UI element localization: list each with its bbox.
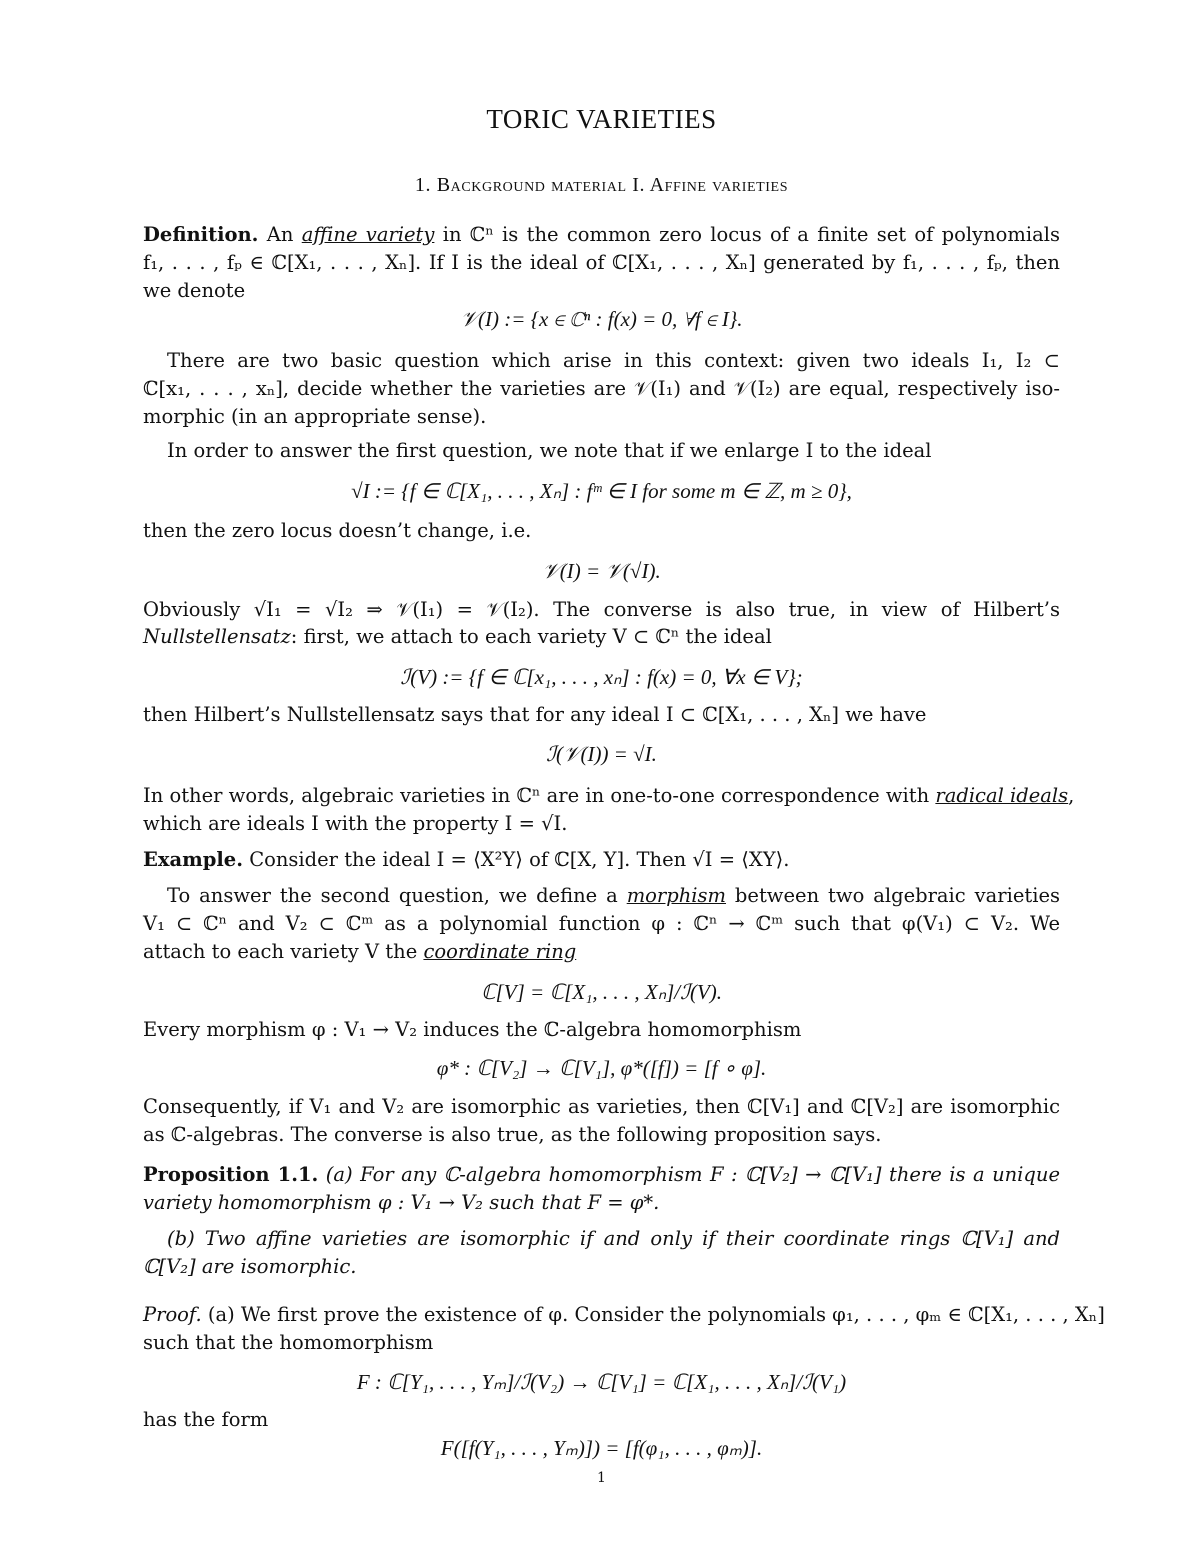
question-line-2: ℂ[x₁, . . . , xₙ], decide whether the varieties are 𝒱(I₁) and 𝒱(I₂) are equal, respectively iso- bbox=[143, 377, 1060, 400]
other-words-line-2: which are ideals I with the property I = √I. bbox=[143, 812, 568, 835]
equation-coordinate-ring: ℂ[V] = ℂ[X₁, . . . , Xₙ]/ℐ(V). bbox=[480, 980, 723, 1004]
term-nullstellensatz: Nullstellensatz bbox=[143, 625, 291, 648]
proof-label: Proof. bbox=[143, 1303, 202, 1326]
question-line-1: There are two basic question which arise in this context: given two ideals I₁, I₂ ⊂ bbox=[167, 349, 1060, 372]
other-words-line-1: In other words, algebraic varieties in ℂⁿ are in one-to-one correspondence with radical ideals, bbox=[143, 784, 1075, 807]
consequently-line-2: as ℂ-algebras. The converse is also true, as the following proposition says. bbox=[143, 1123, 882, 1146]
proposition-label: Proposition 1.1. bbox=[143, 1163, 319, 1186]
definition-line-2: f₁, . . . , fₚ ∈ ℂ[X₁, . . . , Xₙ]. If I is the ideal of ℂ[X₁, . . . , Xₙ] generated by f₁, . . . , fₚ, then bbox=[143, 251, 1060, 274]
order-line-1: In order to answer the first question, we note that if we enlarge I to the ideal bbox=[167, 439, 932, 462]
paper-page bbox=[143, 0, 1105, 1553]
every-morphism-line: Every morphism φ : V₁ → V₂ induces the ℂ-algebra homomorphism bbox=[143, 1018, 802, 1041]
hilbert-line: then Hilbert’s Nullstellensatz says that for any ideal I ⊂ ℂ[X₁, . . . , Xₙ] we have bbox=[143, 703, 927, 726]
term-morphism: morphism bbox=[626, 884, 727, 907]
morphism-line-3: attach to each variety V the coordinate ring bbox=[143, 940, 577, 963]
equation-radical: √I := {f ∈ ℂ[X₁, . . . , Xₙ] : fᵐ ∈ I for some m ∈ ℤ, m ≥ 0}, bbox=[351, 479, 852, 503]
zero-locus-line: then the zero locus doesn’t change, i.e. bbox=[143, 519, 532, 542]
page-number: 1 bbox=[597, 1470, 606, 1486]
equation-pullback: φ* : ℂ[V₂] → ℂ[V₁], φ*([f]) = [f ∘ φ]. bbox=[436, 1056, 767, 1080]
equation-variety: 𝒱(I) := {x ∈ ℂⁿ : f(x) = 0, ∀f ∈ I}. bbox=[460, 307, 743, 331]
definition-line-3: we denote bbox=[143, 279, 246, 302]
has-form-line: has the form bbox=[143, 1408, 269, 1431]
morphism-line-1: To answer the second question, we define a morphism between two algebraic varieties bbox=[167, 884, 1060, 907]
proposition-b-line-1: (b) Two affine varieties are isomorphic if and only if their coordinate rings ℂ[V₁] and bbox=[167, 1227, 1060, 1250]
morphism-line-2: V₁ ⊂ ℂⁿ and V₂ ⊂ ℂᵐ as a polynomial function φ : ℂⁿ → ℂᵐ such that φ(V₁) ⊂ V₂. We bbox=[143, 912, 1060, 935]
term-coordinate-ring: coordinate ring bbox=[423, 940, 577, 963]
obviously-line-1: Obviously √I₁ = √I₂ ⇒ 𝒱(I₁) = 𝒱(I₂). The converse is also true, in view of Hilbert’s bbox=[143, 598, 1060, 621]
equation-homomorphism: F : ℂ[Y₁, . . . , Yₘ]/ℐ(V₂) → ℂ[V₁] = ℂ[X₁, . . . , Xₙ]/ℐ(V₁) bbox=[356, 1370, 847, 1394]
equation-ideal-of-variety: ℐ(V) := {f ∈ ℂ[x₁, . . . , xₙ] : f(x) = 0, ∀x ∈ V}; bbox=[400, 665, 803, 689]
example-line: Example. Consider the ideal I = ⟨X²Y⟩ of ℂ[X, Y]. Then √I = ⟨XY⟩. bbox=[143, 848, 790, 871]
equation-nullstellensatz: ℐ(𝒱(I)) = √I. bbox=[546, 742, 657, 766]
question-line-3: morphic (in an appropriate sense). bbox=[143, 405, 487, 428]
term-affine-variety: affine variety bbox=[301, 223, 435, 246]
proof-line-2: such that the homomorphism bbox=[143, 1331, 434, 1354]
equation-variety-radical: 𝒱(I) = 𝒱(√I). bbox=[542, 559, 661, 583]
proposition-b-line-2: ℂ[V₂] are isomorphic. bbox=[143, 1255, 357, 1278]
term-radical-ideals: radical ideals bbox=[935, 784, 1069, 807]
paper-title: TORIC VARIETIES bbox=[486, 104, 717, 134]
proposition-line-2: variety homomorphism φ : V₁ → V₂ such that F = φ*. bbox=[143, 1191, 660, 1214]
obviously-line-2: Nullstellensatz: first, we attach to each variety V ⊂ ℂⁿ the ideal bbox=[143, 625, 772, 648]
section-heading: 1. Background material I. Affine varieties bbox=[414, 174, 789, 196]
consequently-line-1: Consequently, if V₁ and V₂ are isomorphic as varieties, then ℂ[V₁] and ℂ[V₂] are isomorphic bbox=[143, 1095, 1060, 1118]
definition-line-1: Definition. An affine variety in ℂⁿ is the common zero locus of a finite set of polynomials bbox=[143, 223, 1061, 246]
equation-form: F([f(Y₁, . . . , Yₘ)]) = [f(φ₁, . . . , φₘ)]. bbox=[440, 1436, 763, 1460]
definition-label: Definition. bbox=[143, 223, 259, 246]
example-label: Example. bbox=[143, 848, 243, 871]
proposition-line-1: Proposition 1.1. (a) For any ℂ-algebra homomorphism F : ℂ[V₂] → ℂ[V₁] there is a unique bbox=[143, 1163, 1060, 1186]
proof-line-1: Proof. (a) We first prove the existence of φ. Consider the polynomials φ₁, . . . , φₘ ∈ ℂ[X₁, . . . , Xₙ] bbox=[143, 1303, 1105, 1326]
